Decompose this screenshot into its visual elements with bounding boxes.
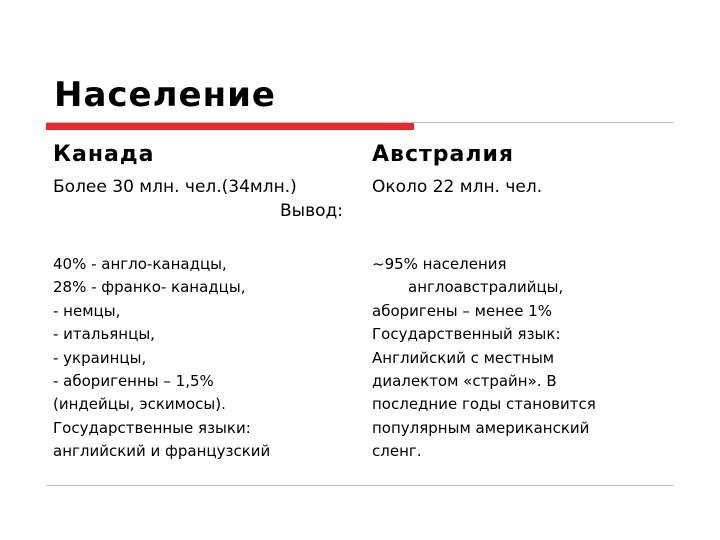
list-item: Государственный язык:	[372, 325, 561, 344]
list-item: Государственные языки:	[53, 418, 251, 437]
canada-population-summary	[53, 175, 343, 223]
list-item: диалектом «страйн». В	[372, 372, 557, 391]
list-item: - немцы,	[53, 301, 121, 320]
list-item: 28% - франко- канадцы,	[53, 278, 246, 297]
australia-population-line: Около 22 млн. чел.	[372, 177, 543, 197]
canada-population-line: Более 30 млн. чел.(34млн.)	[53, 177, 297, 197]
list-item: - аборигенны – 1,5%	[53, 372, 214, 391]
list-item: - итальянцы,	[53, 325, 155, 344]
list-item: - украинцы,	[53, 348, 147, 367]
list-item: аборигены – менее 1%	[372, 301, 553, 320]
list-item: 40% - англо-канадцы,	[53, 255, 227, 273]
bottom-divider	[46, 485, 674, 486]
australia-details-list	[372, 253, 596, 464]
australia-population-summary	[372, 175, 542, 199]
list-item: популярным американский	[372, 418, 590, 437]
title-accent-bar	[46, 123, 414, 130]
list-item: ~95% населения	[372, 255, 507, 273]
list-item: (индейцы, эскимосы).	[53, 395, 226, 414]
list-item: последние годы становится	[372, 395, 596, 414]
australia-heading: Австралия	[372, 142, 514, 167]
canada-heading: Канада	[53, 142, 155, 167]
list-item: англоавстралийцы,	[408, 278, 564, 297]
list-item: английский и французский	[53, 442, 271, 461]
list-item: сленг.	[372, 442, 422, 461]
canada-details-list	[53, 253, 270, 464]
list-item: Английский с местным	[372, 348, 555, 367]
slide-title: Население	[54, 75, 276, 115]
canada-conclusion-label: Вывод:	[280, 201, 343, 221]
